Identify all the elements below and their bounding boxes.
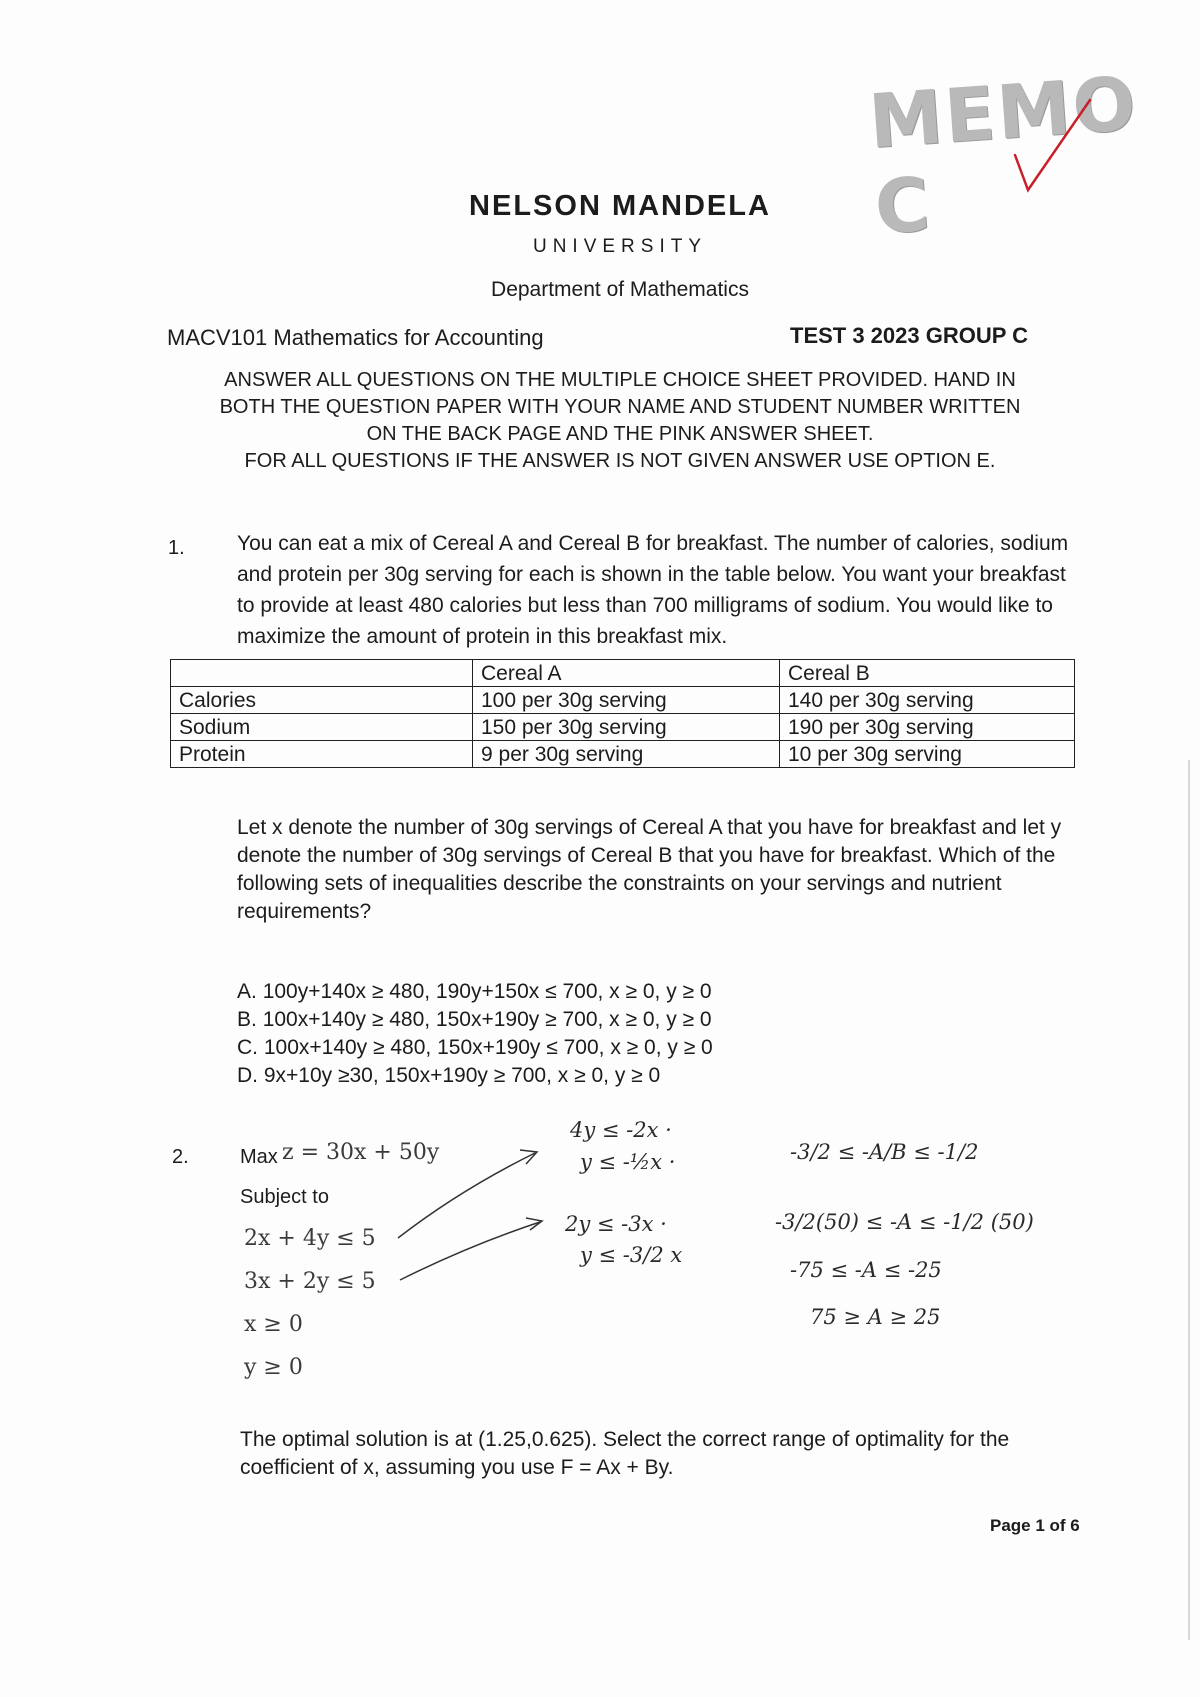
table-row	[171, 660, 1075, 687]
memo-stamp: MEMO C	[866, 60, 1141, 252]
constraint: 2x + 4y ≤ 5	[244, 1226, 376, 1251]
table-cell: 9 per 30g serving	[473, 741, 780, 768]
option-a	[237, 978, 837, 1006]
question-1-options	[237, 978, 837, 1090]
handwritten-arrows	[380, 1140, 560, 1310]
handwritten-note: 4y ≤ -2x ·	[570, 1118, 672, 1142]
handwritten-note: -75 ≤ -A ≤ -25	[790, 1258, 942, 1282]
table-cell: 10 per 30g serving	[780, 741, 1075, 768]
instructions	[180, 367, 1060, 475]
handwritten-note: y ≤ -3/2 x	[580, 1243, 683, 1267]
table-row	[171, 714, 1075, 741]
constraint: y ≥ 0	[244, 1355, 303, 1380]
nutrition-table	[170, 659, 1075, 768]
option-label: B.	[237, 1008, 257, 1031]
handwritten-note: -3/2(50) ≤ -A ≤ -1/2 (50)	[775, 1210, 1034, 1234]
handwritten-note: y ≤ -½x ·	[580, 1150, 676, 1174]
instruction-line: FOR ALL QUESTIONS IF THE ANSWER IS NOT GIVEN ANSWER USE OPTION E.	[244, 450, 996, 472]
table-header-cell: Cereal B	[780, 660, 1075, 687]
constraint: x ≥ 0	[244, 1312, 303, 1337]
table-cell: 140 per 30g serving	[780, 687, 1075, 714]
objective-function: z = 30x + 50y	[282, 1140, 440, 1165]
instruction-line: BOTH THE QUESTION PAPER WITH YOUR NAME AND STUDENT NUMBER WRITTEN	[219, 396, 1021, 418]
option-label: A.	[237, 980, 257, 1003]
table-header-cell: Cereal A	[473, 660, 780, 687]
instruction-line: ANSWER ALL QUESTIONS ON THE MULTIPLE CHOICE SHEET PROVIDED. HAND IN	[224, 369, 1016, 391]
scan-edge	[1188, 760, 1190, 1640]
red-checkmark-icon	[990, 95, 1100, 205]
question-2-number: 2.	[172, 1146, 189, 1168]
handwritten-note: -3/2 ≤ -A/B ≤ -1/2	[790, 1140, 979, 1164]
table-header-cell	[171, 660, 473, 687]
subject-to-label: Subject to	[240, 1186, 329, 1208]
question-2-conclusion: The optimal solution is at (1.25,0.625). Select the correct range of optimality for the coefficient of x, assuming you use F = Ax + By.	[240, 1428, 1010, 1479]
option-label: C.	[237, 1036, 258, 1059]
page-number: Page 1 of 6	[990, 1516, 1080, 1535]
handwritten-note: 2y ≤ -3x ·	[565, 1212, 667, 1236]
department: Department of Mathematics	[491, 278, 749, 301]
option-text: 100x+140y ≥ 480, 150x+190y ≤ 700, x ≥ 0, y ≥ 0	[263, 1036, 713, 1059]
option-c	[237, 1034, 837, 1062]
option-text: 9x+10y ≥30, 150x+190y ≥ 700, x ≥ 0, y ≥ 0	[263, 1064, 661, 1087]
max-label: Max	[240, 1146, 278, 1168]
table-row	[171, 687, 1075, 714]
table-cell: 190 per 30g serving	[780, 714, 1075, 741]
table-cell: Protein	[171, 741, 473, 768]
question-1-text: You can eat a mix of Cereal A and Cereal B for breakfast. The number of calories, sodium and protein per 30g serving for each is shown in the table below. You want your breakfast to provide at least 480 calories but less than 700 milligrams of sodium. You would like to maximize the amount of protein in this breakfast mix.	[237, 532, 1069, 648]
handwritten-note: 75 ≥ A ≥ 25	[810, 1305, 941, 1329]
option-label: D.	[237, 1064, 258, 1087]
course-title: MACV101 Mathematics for Accounting	[167, 325, 544, 350]
university-subtitle: UNIVERSITY	[532, 236, 708, 257]
table-cell: 150 per 30g serving	[473, 714, 780, 741]
table-cell: Calories	[171, 687, 473, 714]
table-cell: 100 per 30g serving	[473, 687, 780, 714]
table-cell: Sodium	[171, 714, 473, 741]
option-text: 100x+140y ≥ 480, 150x+190y ≥ 700, x ≥ 0, y ≥ 0	[262, 1008, 712, 1031]
university-name: NELSON MANDELA	[469, 190, 771, 222]
option-d	[237, 1062, 837, 1090]
option-text: 100y+140x ≥ 480, 190y+150x ≤ 700, x ≥ 0, y ≥ 0	[262, 980, 712, 1003]
constraint: 3x + 2y ≤ 5	[244, 1269, 376, 1294]
table-row	[171, 741, 1075, 768]
question-1-number: 1.	[168, 537, 185, 559]
option-b	[237, 1006, 837, 1034]
instruction-line: ON THE BACK PAGE AND THE PINK ANSWER SHEET.	[366, 423, 874, 445]
test-id: TEST 3 2023 GROUP C	[790, 323, 1029, 348]
question-1-prompt: Let x denote the number of 30g servings of Cereal A that you have for breakfast and let y denote the number of 30g servings of Cereal B that you have for breakfast. Which of the following sets of inequalities describe the constraints on your servings and nutrient requirements?	[237, 816, 1062, 923]
